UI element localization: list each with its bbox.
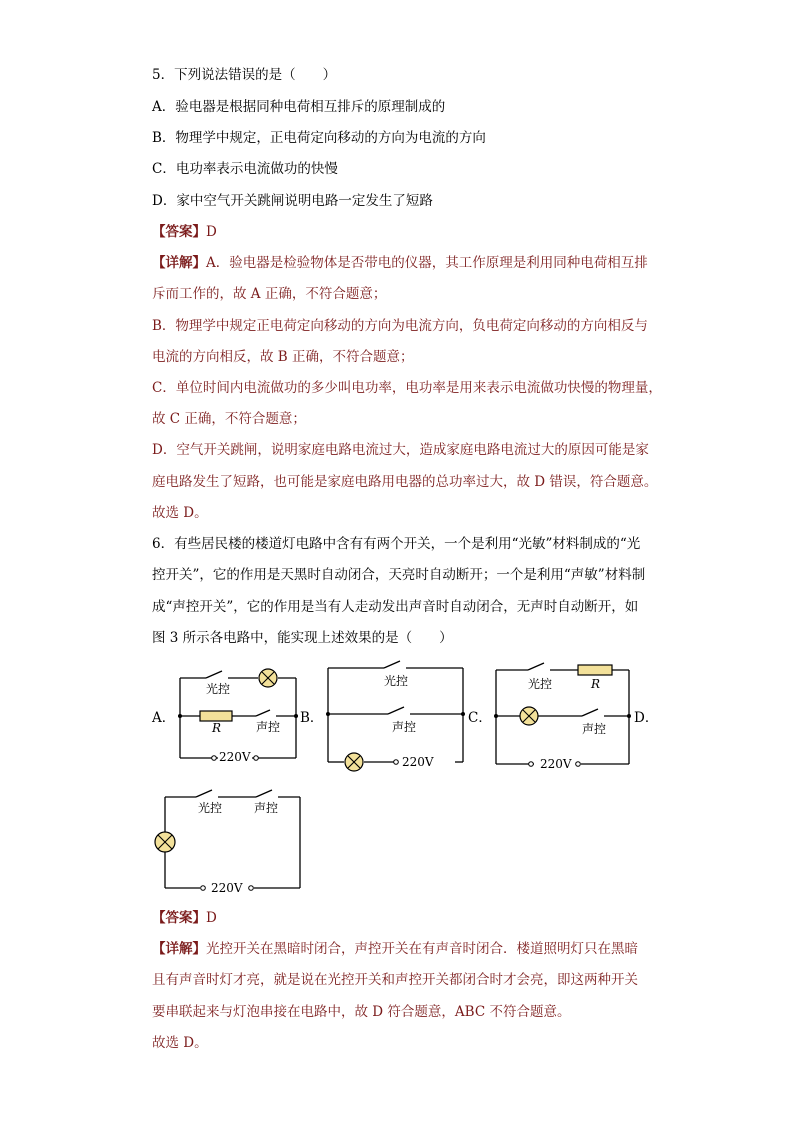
q5-answer	[152, 223, 217, 241]
q5-explain-line-9: 故选 D。	[152, 505, 208, 521]
q6-answer	[152, 909, 217, 927]
q6-answer-tag: 【答案】	[152, 910, 206, 926]
svg-text:光控: 光控	[384, 674, 409, 688]
svg-text:R: R	[591, 677, 601, 691]
q5-explain-line-2: 斥而工作的，故 A 正确，不符合题意；	[152, 286, 387, 302]
q5-option-d: D．家中空气开关跳闸说明电路一定发生了短路	[152, 193, 433, 209]
q6-option-c-label: C．	[468, 710, 492, 726]
svg-text:声控: 声控	[392, 720, 417, 734]
svg-text:光控: 光控	[198, 801, 223, 815]
q5-explain-line-3: B．物理学中规定正电荷定向移动的方向为电流方向，负电荷定向移动的方向相反与	[152, 318, 648, 334]
q5-option-c: C．电功率表示电流做功的快慢	[152, 161, 338, 177]
q6-stem-line-4: 图 3 所示各电路中，能实现上述效果的是（ ）	[152, 630, 453, 646]
q5-answer-value: D	[206, 224, 217, 240]
q5-explain-text-1: A．验电器是检验物体是否带电的仪器，其工作原理是利用同种电荷相互排	[206, 255, 648, 271]
svg-text:220V: 220V	[402, 755, 434, 769]
svg-text:光控: 光控	[528, 677, 553, 691]
q5-option-b: B．物理学中规定，正电荷定向移动的方向为电流的方向	[152, 130, 486, 146]
q6-explain-line-2: 且有声音时灯才亮，就是说在光控开关和声控开关都闭合时才会亮，即这两种开关	[152, 972, 638, 988]
q5-explain-line-8: 庭电路发生了短路，也可能是家庭电路用电器的总功率过大，故 D 错误，符合题意。	[152, 474, 658, 490]
q6-explain-tag: 【详解】	[152, 941, 206, 957]
q6-option-b-label: B．	[300, 710, 324, 726]
q6-answer-value: D	[206, 910, 217, 926]
q6-explain-text-1: 光控开关在黑暗时闭合，声控开关在有声音时闭合．楼道照明灯只在黑暗	[206, 941, 638, 957]
q5-option-a: A．验电器是根据同种电荷相互排斥的原理制成的	[152, 99, 446, 115]
q5-explain-line-7: D．空气开关跳闸，说明家庭电路电流过大，造成家庭电路电流过大的原因可能是家	[152, 442, 649, 458]
q5-explain-line-4: 电流的方向相反，故 B 正确，不符合题意；	[152, 349, 414, 365]
q6-stem-line-3: 成“声控开关”，它的作用是当有人走动发出声音时自动闭合，无声时自动断开，如	[152, 599, 639, 615]
q5-explain-line-6: 故 C 正确，不符合题意；	[152, 411, 306, 427]
svg-text:声控: 声控	[582, 722, 607, 736]
svg-text:声控: 声控	[254, 801, 279, 815]
q5-explain-tag: 【详解】	[152, 255, 206, 271]
q6-option-d-label: D．	[634, 710, 659, 726]
svg-text:220V: 220V	[540, 757, 572, 771]
q6-stem-line-1: 6．有些居民楼的楼道灯电路中含有有两个开关，一个是利用“光敏”材料制成的“光	[152, 536, 641, 552]
q5-stem: 5．下列说法错误的是（ ）	[152, 67, 337, 83]
svg-text:光控: 光控	[206, 682, 231, 696]
q6-explain-line-3: 要串联起来与灯泡串接在电路中，故 D 符合题意，ABC 不符合题意。	[152, 1004, 571, 1020]
q5-explain-line-5: C．单位时间内电流做功的多少叫电功率，电功率是用来表示电流做功快慢的物理量，	[152, 380, 662, 396]
svg-text:R: R	[212, 721, 222, 735]
q6-option-a-label: A．	[152, 710, 176, 726]
svg-text:220V: 220V	[211, 881, 243, 895]
q6-stem-line-2: 控开关”，它的作用是天黑时自动闭合，天亮时自动断开；一个是利用“声敏”材料制	[152, 567, 646, 583]
q6-explain-line-4: 故选 D。	[152, 1035, 208, 1051]
q6-explain-line-1	[152, 940, 638, 958]
q5-explain-line-1	[152, 254, 648, 272]
q5-answer-tag: 【答案】	[152, 224, 206, 240]
svg-text:声控: 声控	[256, 720, 281, 734]
svg-text:220V: 220V	[219, 750, 251, 764]
